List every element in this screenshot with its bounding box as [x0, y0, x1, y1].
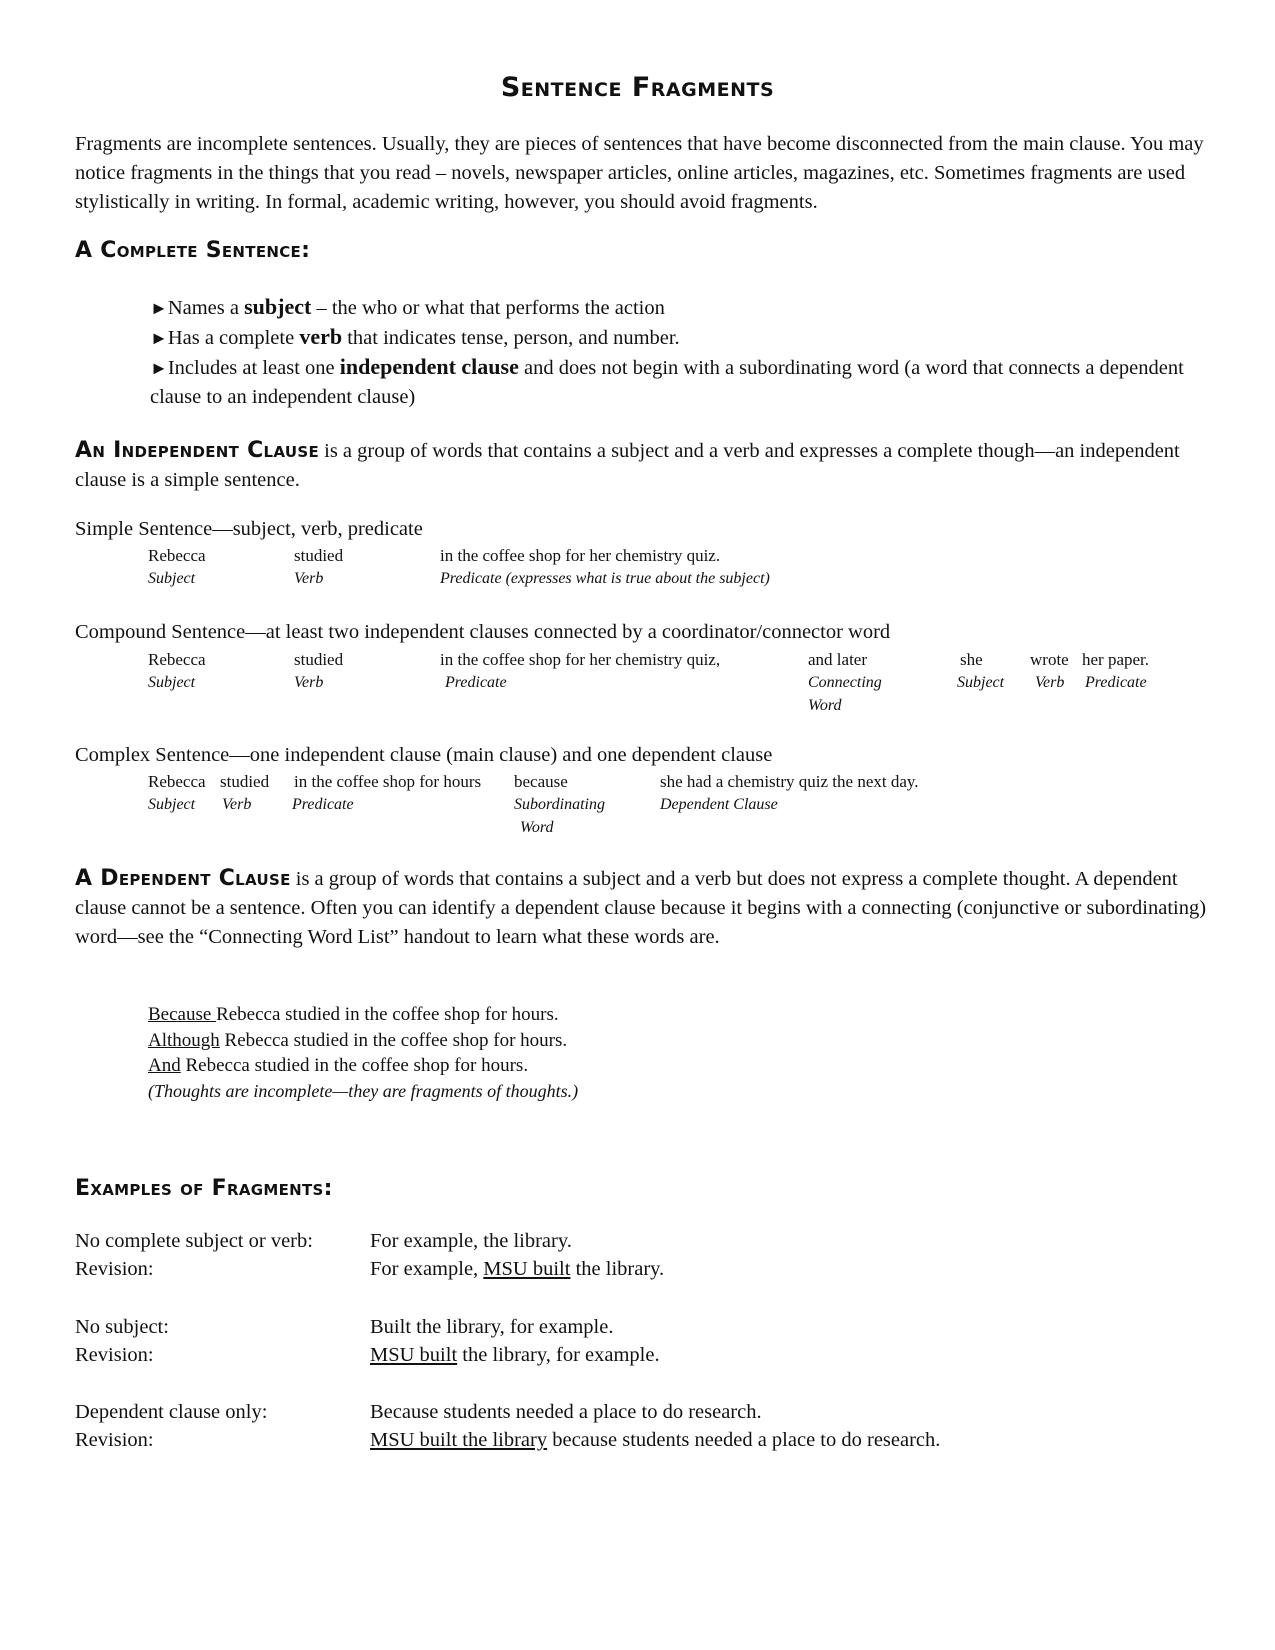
compound-word-connector: and later — [808, 650, 867, 669]
arrow-icon: ► — [150, 328, 168, 348]
fragment-label-1: No complete subject or verb: — [75, 1230, 313, 1252]
bullet-verb: ►Has a complete verb that indicates tense, person, and number. — [150, 324, 680, 349]
compound-part-subject: Subject — [148, 674, 196, 691]
complex-sentence-label: Complex Sentence—one independent clause (main clause) and one dependent clause — [75, 744, 773, 766]
simple-word-predicate: in the coffee shop for her chemistry quiz. — [440, 546, 721, 565]
independent-clause-definition: An Independent Clause is a group of words that contains a subject and a verb and expresses a complete though—an independent clause is a simple sentence. — [75, 438, 1180, 491]
compound-part-subject-2: Subject — [957, 674, 1005, 691]
fragment-revision-3: MSU built the library because students needed a place to do research. — [370, 1429, 941, 1451]
fragment-label-4: Revision: — [75, 1344, 154, 1366]
simple-sentence-label: Simple Sentence—subject, verb, predicate — [75, 518, 423, 540]
fragment-label-5: Dependent clause only: — [75, 1401, 268, 1423]
complex-part-predicate: Predicate — [292, 796, 354, 813]
complex-word-dependent: she had a chemistry quiz the next day. — [660, 772, 919, 791]
simple-part-verb: Verb — [294, 570, 324, 587]
dependent-example-3: And Rebecca studied in the coffee shop for hours. — [148, 1055, 529, 1076]
fragments-heading: Examples of Fragments: — [75, 1176, 333, 1201]
fragment-text-1: For example, the library. — [370, 1230, 572, 1252]
compound-word-predicate: in the coffee shop for her chemistry quiz, — [440, 650, 721, 669]
dependent-clause-definition: A Dependent Clause is a group of words that contains a subject and a verb but does not express a complete thought. A dependent clause cannot be a sentence. Often you can identify a dependent clause because it begins with a connecting (conjunctive or subordinating) word—see the “Connecting Word List” handout to learn what these words are. — [75, 866, 1207, 948]
compound-part-predicate: Predicate — [445, 674, 507, 691]
simple-word-verb: studied — [294, 546, 344, 565]
complex-part-dependent: Dependent Clause — [660, 796, 778, 813]
compound-part-verb: Verb — [294, 674, 324, 691]
dependent-example-1: Because Rebecca studied in the coffee shop for hours. — [148, 1004, 559, 1025]
fragment-label-3: No subject: — [75, 1316, 169, 1338]
compound-part-predicate-2: Predicate — [1085, 674, 1147, 691]
fragment-text-3: Because students needed a place to do research. — [370, 1401, 762, 1423]
dependent-note: (Thoughts are incomplete—they are fragments of thoughts.) — [148, 1081, 579, 1101]
compound-part-word: Word — [808, 697, 842, 714]
bullet-independent-clause: ►Includes at least one independent clause and does not begin with a subordinating word (a word that connects a dependent clause to an independent clause) — [150, 354, 1184, 408]
dependent-example-2: Although Rebecca studied in the coffee shop for hours. — [148, 1030, 568, 1051]
complex-part-verb: Verb — [222, 796, 252, 813]
complex-word-verb: studied — [220, 772, 270, 791]
fragment-text-2: Built the library, for example. — [370, 1316, 614, 1338]
compound-part-verb-2: Verb — [1035, 674, 1065, 691]
complete-sentence-heading: A Complete Sentence: — [75, 238, 311, 263]
arrow-icon: ► — [150, 298, 168, 318]
fragment-revision-2: MSU built the library, for example. — [370, 1344, 660, 1366]
complex-word-subject: Rebecca — [148, 772, 206, 791]
arrow-icon: ► — [150, 358, 168, 378]
complex-part-subject: Subject — [148, 796, 196, 813]
compound-word-predicate-2: her paper. — [1082, 650, 1150, 669]
compound-word-verb-2: wrote — [1030, 650, 1069, 669]
compound-part-connecting: Connecting — [808, 674, 882, 691]
fragment-label-2: Revision: — [75, 1258, 154, 1280]
compound-word-subject: Rebecca — [148, 650, 206, 669]
compound-sentence-label: Compound Sentence—at least two independent clauses connected by a coordinator/connector word — [75, 621, 891, 643]
complex-part-subordinating: Subordinating — [514, 796, 605, 813]
simple-word-subject: Rebecca — [148, 546, 206, 565]
complex-word-subordinating: because — [514, 772, 568, 791]
fragment-label-6: Revision: — [75, 1429, 154, 1451]
bullet-subject: ►Names a subject – the who or what that performs the action — [150, 294, 665, 319]
intro-paragraph: Fragments are incomplete sentences. Usually, they are pieces of sentences that have become disconnected from the main clause. You may notice fragments in the things that you read – novels, newspaper articles, online articles, magazines, etc. Sometimes fragments are used stylistically in writing. In formal, academic writing, however, you should avoid fragments. — [75, 133, 1204, 213]
simple-part-subject: Subject — [148, 570, 196, 587]
complex-part-word: Word — [520, 819, 554, 836]
compound-word-verb: studied — [294, 650, 344, 669]
dependent-clause-heading: A Dependent Clause — [75, 866, 291, 891]
complex-word-predicate: in the coffee shop for hours — [294, 772, 482, 791]
simple-part-predicate: Predicate (expresses what is true about the subject) — [440, 570, 770, 587]
page-title: Sentence Fragments — [500, 72, 775, 103]
independent-clause-heading: An Independent Clause — [75, 438, 319, 463]
compound-word-subject-2: she — [960, 650, 983, 669]
fragment-revision-1: For example, MSU built the library. — [370, 1258, 665, 1280]
